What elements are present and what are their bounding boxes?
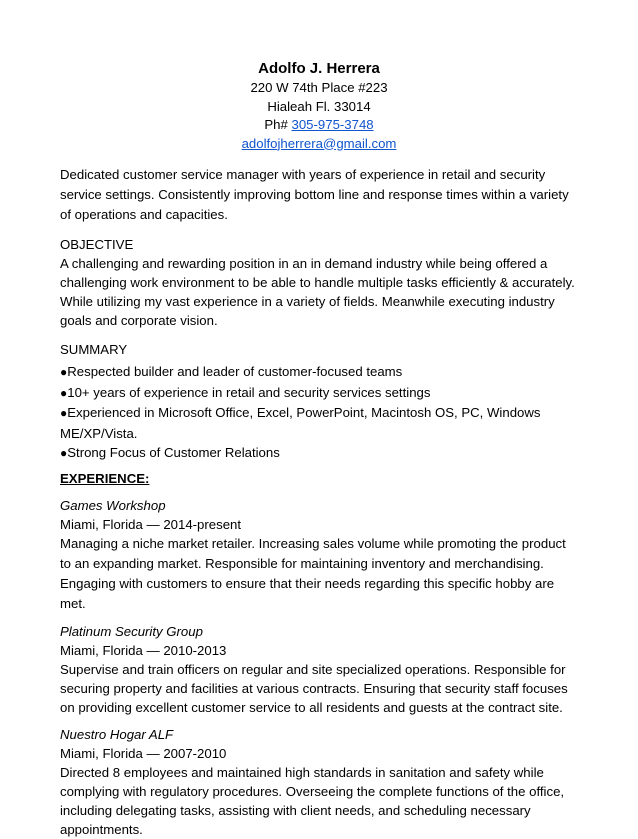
job-company: Platinum Security Group: [60, 623, 203, 639]
summary-item-text: 10+ years of experience in retail and security services settings: [67, 384, 431, 400]
bullet-icon: ●: [60, 406, 68, 420]
bullet-icon: ●: [60, 446, 68, 460]
phone-line: [60, 116, 578, 135]
address-line-2: Hialeah Fl. 33014: [267, 98, 371, 114]
candidate-name: Adolfo J. Herrera: [258, 60, 380, 77]
phone-link[interactable]: 305-975-3748: [291, 117, 374, 132]
summary-list: [60, 362, 578, 464]
job-company: Nuestro Hogar ALF: [60, 726, 174, 742]
summary-item: [60, 362, 578, 383]
summary-label: SUMMARY: [60, 342, 128, 357]
job-location-dates: Miami, Florida — 2007-2010: [60, 745, 227, 761]
objective-label: OBJECTIVE: [60, 237, 134, 252]
email-link[interactable]: adolfojherrera@gmail.com: [241, 135, 397, 151]
intro-paragraph: Dedicated customer service manager with years of experience in retail and security service settings. Consistently improving bottom line and response times within a variety of operations and capacities.: [60, 167, 569, 222]
objective-text: A challenging and rewarding position in an in demand industry while being offered a challenging work environment to be able to handle multiple tasks efficiently & accurately. While utilizing my vast experience in a variety of fields. Meanwhile executing industry goals and corporate vision.: [60, 256, 575, 328]
phone-prefix: Ph#: [264, 117, 292, 132]
job-entry: [60, 496, 578, 614]
summary-item: [60, 403, 578, 443]
address-line-1: 220 W 74th Place #223: [250, 80, 388, 95]
job-entry: [60, 622, 578, 717]
job-location-dates: Miami, Florida — 2014-present: [60, 516, 242, 532]
bullet-icon: ●: [60, 365, 68, 379]
resume-header: [60, 59, 578, 153]
bullet-icon: ●: [60, 385, 68, 400]
job-description: Supervise and train officers on regular and site specialized operations. Responsible for securing property and facilities at various contracts. Ensuring that security staff focuses on providing excellent customer service to all residents and guests at the contract site.: [60, 661, 568, 715]
job-company: Games Workshop: [60, 497, 166, 513]
job-entry: [60, 725, 578, 839]
summary-item-text: Respected builder and leader of customer-focused teams: [67, 364, 403, 379]
summary-item: [60, 383, 578, 404]
experience-heading: EXPERIENCE:: [60, 470, 150, 486]
job-description: Managing a niche market retailer. Increasing sales volume while promoting the product to an expanding market. Responsible for maintaining inventory and merchandising. Engaging with customers to ensure that their needs regarding this specific hobby are met.: [60, 535, 566, 611]
summary-item-text: Strong Focus of Customer Relations: [67, 445, 280, 460]
summary-item-text: Experienced in Microsoft Office, Excel, PowerPoint, Macintosh OS, PC, Windows ME/XP/Vista.: [60, 405, 541, 441]
summary-item: [60, 443, 578, 464]
job-location-dates: Miami, Florida — 2010-2013: [60, 642, 227, 658]
job-description: Directed 8 employees and maintained high standards in sanitation and safety while complying with regulatory procedures. Overseeing the complete functions of the office, including delegating tasks, assisting with client needs, and scheduling necessary appointments.: [60, 764, 565, 837]
email-line: [60, 135, 578, 154]
